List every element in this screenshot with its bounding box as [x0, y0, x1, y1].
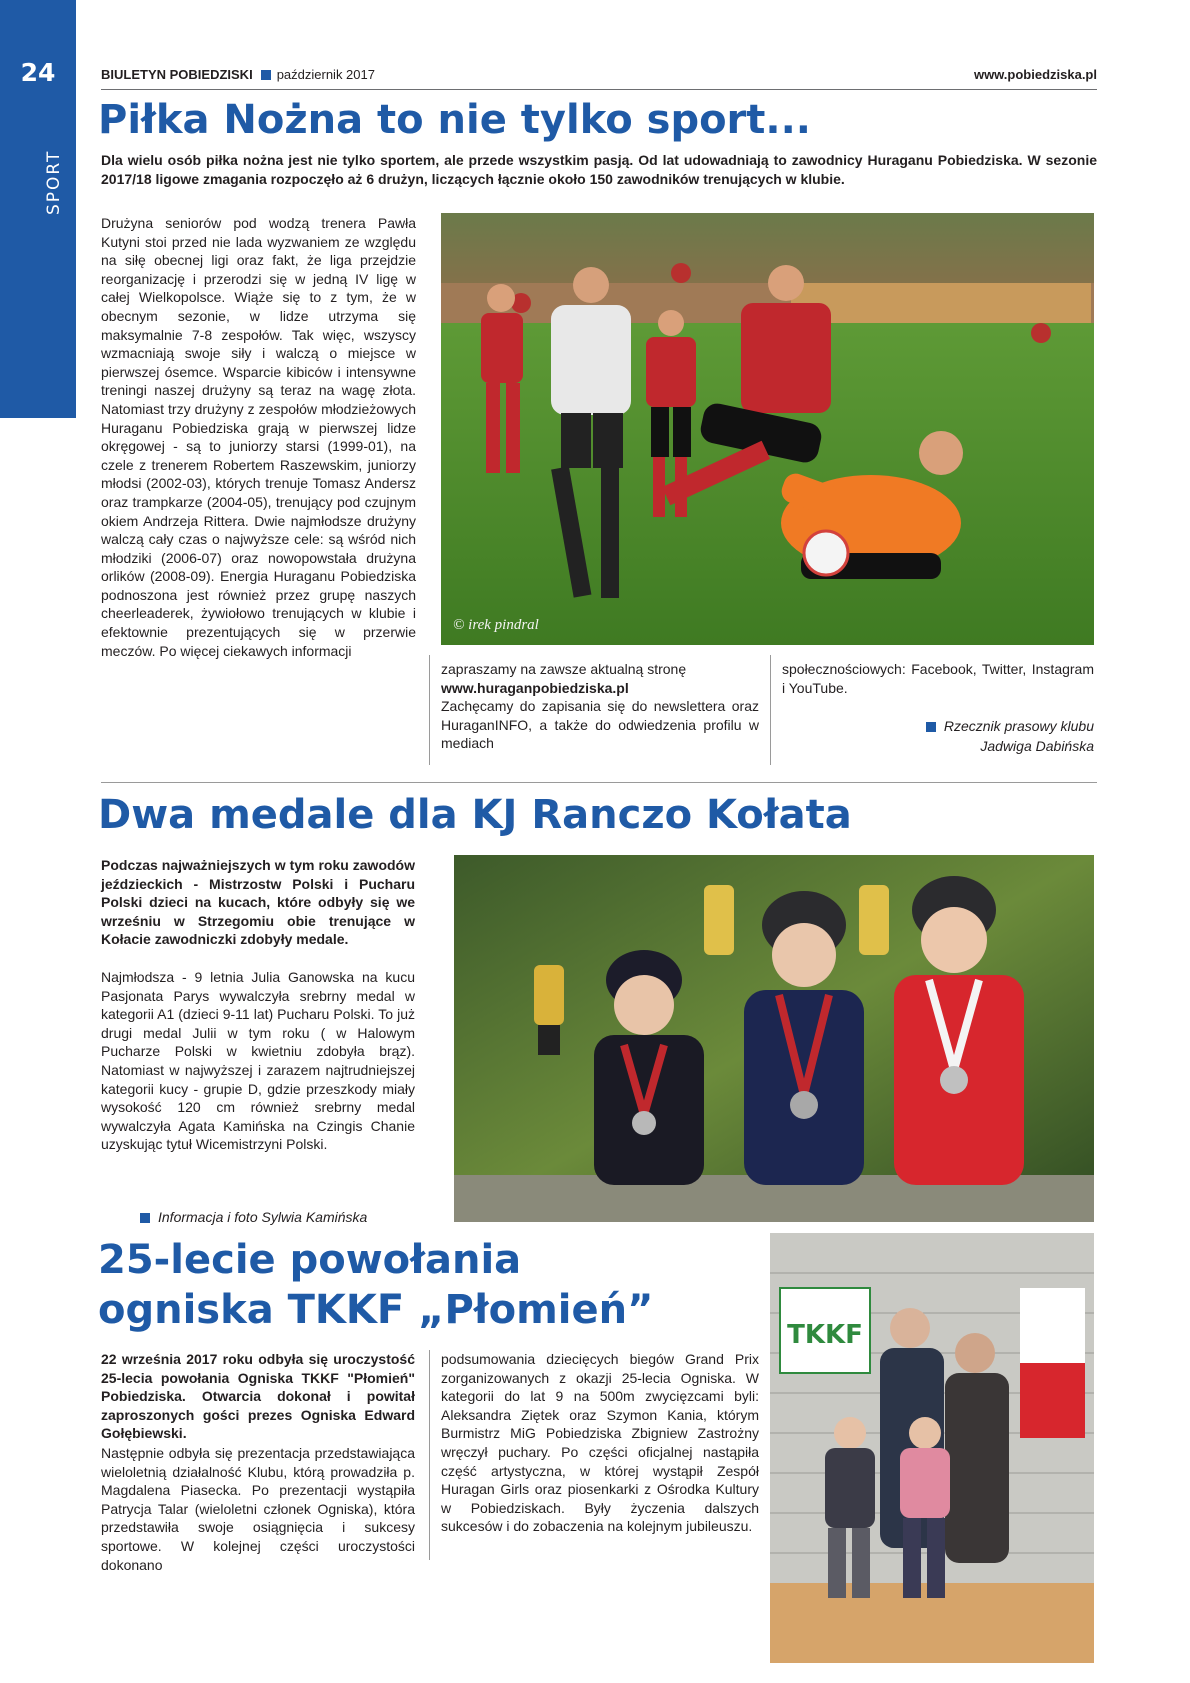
credit-role: Rzecznik prasowy klubu [943, 718, 1094, 734]
credit-text: Informacja i foto Sylwia Kamińska [158, 1209, 368, 1225]
club-website-link[interactable]: www.huraganpobiedziska.pl [441, 679, 629, 696]
publication-name: BIULETYN POBIEDZISKI [101, 67, 253, 82]
equestrian-podium-photo [454, 855, 1094, 1222]
ceremony-illustration [770, 1233, 1094, 1663]
article3-column-2: podsumowania dziecięcych biegów Grand Prix zorganizowanych z okazji 25-lecia Ogniska. W kategorii do lat 9 na 500m zwycięzcami byli: Aleksandra Ziętek oraz Szymon Kania, którym Burmistrz MiG Pobiedziska Zbigniew Zastrożny wręczył puchary. Po części oficjalnej nastąpiła część artystyczna, w której wystąpił Zespół Huragan Girls oraz piosenkarki z Ośrodka Kultury w Pobiedziskach. Były życzenia dalszych sukcesów i do zobaczenia na kolejnym jubileuszu. [441, 1351, 759, 1535]
football-match-illustration [441, 213, 1094, 645]
article1-col2-text-b: Zachęcamy do zapisania się do newslettera oraz HuraganINFO, a także do odwiedzenia profilu w mediach [441, 698, 759, 752]
article3-column-1: Następnie odbyła się prezentacja przedstawiająca wieloletnią działalność Klubu, którą prowadziła p. Magdalena Piasecka. Po prezentacji wystąpiła Patrycja Talar (wieloletni członek Ogniska), która przedstawiła swoje osiągnięcia i sukcesy sportowe. W kolejnej części uroczystości dokonano [101, 1445, 415, 1573]
article2-lead: Podczas najważniejszych w tym roku zawodów jeździeckich - Mistrzostw Polski i Pucharu Polski dzieci na kucach, które odbyły się we wrześniu w Strzegomiu obie trenujące w Kołacie zawodniczki zdobyły medale. [101, 857, 415, 948]
podium-illustration [454, 855, 1094, 1222]
column-rule [429, 1350, 430, 1560]
article2-title: Dwa medale dla KJ Ranczo Kołata [98, 792, 852, 838]
football-match-photo [441, 213, 1094, 645]
square-bullet-icon [140, 1213, 150, 1223]
article1-title: Piłka Nożna to nie tylko sport... [98, 97, 811, 143]
article3-title-line2: ogniska TKKF „Płomień” [98, 1287, 654, 1333]
article3-title [98, 1235, 653, 1335]
column-rule [429, 655, 430, 765]
tkkf-ceremony-photo [770, 1233, 1094, 1663]
section-label: SPORT [44, 149, 64, 215]
website-url[interactable]: www.pobiedziska.pl [973, 67, 1097, 82]
running-header [101, 67, 1097, 90]
article2-body: Najmłodsza - 9 letnia Julia Ganowska na kucu Pasjonata Parys wywalczyła srebrny medal w kategorii A1 (dzieci 9-11 lat) Pucharu Polski. To już drugi medal Julii w tym roku ( w Halowym Pucharze Polski w kwietniu zdobyła brąz). Natomiast w najwyższej i zarazem najtrudniejszej kategorii kucy - grupie D, gdzie przeszkody miały wysokość 120 cm również srebrny medal wywalczyła Agata Kamińska na Czingis Chanie uzyskując tytuł Wicemistrzyni Polski. [101, 969, 415, 1153]
credit-name: Jadwiga Dabińska [980, 738, 1094, 754]
article1-column-3: społecznościowych: Facebook, Twitter, Instagram i YouTube. [782, 661, 1094, 696]
issue-date: październik 2017 [276, 67, 375, 82]
page-number: 24 [20, 58, 56, 87]
article3-lead: 22 września 2017 roku odbyła się uroczystość 25-lecia powołania Ogniska TKKF "Płomień" Pobiedziska. Otwarcia dokonał i powitał zaproszonych gości prezes Ogniska Edward Gołębiewski. [101, 1351, 415, 1442]
column-rule [770, 655, 771, 765]
article-divider [101, 782, 1097, 783]
square-bullet-icon [926, 722, 936, 732]
article1-column-2 [441, 660, 759, 753]
article1-col2-text-a: zapraszamy na zawsze aktualną stronę [441, 661, 687, 677]
square-bullet-icon [261, 70, 271, 80]
article1-lead: Dla wielu osób piłka nożna jest nie tylko sportem, ale przede wszystkim pasją. Od lat udowadniają to zawodnicy Huraganu Pobiedziska. W sezonie 2017/18 ligowe zmagania rozpoczęło aż 6 drużyn, liczących łącznie około 150 zawodników trenujących w klubie. [101, 152, 1097, 187]
article2-credit [140, 1209, 367, 1225]
article3-title-line1: 25-lecie powołania [98, 1237, 522, 1283]
article1-column-1: Drużyna seniorów pod wodzą trenera Pawła Kutyni stoi przed nie lada wyzwaniem ze względu na siłę obecnej ligi oraz fakt, że liga przejdzie reorganizację i przerodzi się w jedną IV ligę w całej Wielkopolsce. Wiąże się to z tym, że w obecnym sezonie, w lidze utrzyma się maksymalnie 7-8 zespołów. Tak więc, wszyscy wzmacniają swoje siły i walczą o miejsce w pierwszej ósemce. Wsparcie kibiców i intensywne treningi naszej drużyny są teraz na wagę złota. Natomiast trzy drużyny z zespołów młodzieżowych Huraganu Pobiedziska grają w pierwszej lidze okręgowej - są to juniorzy starsi (1999-01), na czele z trenerem Robertem Raszewskim, juniorzy młodsi (2002-03), których trenuje Tomasz Andersz oraz trampkarze (2004-05), trenujący pod czujnym okiem Andrzeja Rittera. Dwie najmłodsze drużyny walczą cały czas o najwyższe cele: są wśród nich młodziki (2006-07) oraz nowopowstała drużyna orlików (2008-09). Energia Huraganu Pobiedziska podnoszona jest również przez grupę naszych cheerleaderek, żywiołowo trenujących w klubie i efektownie prezentujących się w przerwie meczów. Po więcej ciekawych informacji [101, 215, 416, 659]
photo-watermark: © irek pindral [453, 617, 539, 633]
tkkf-banner-text: TKKF [787, 1320, 863, 1350]
article1-credit [782, 716, 1094, 756]
